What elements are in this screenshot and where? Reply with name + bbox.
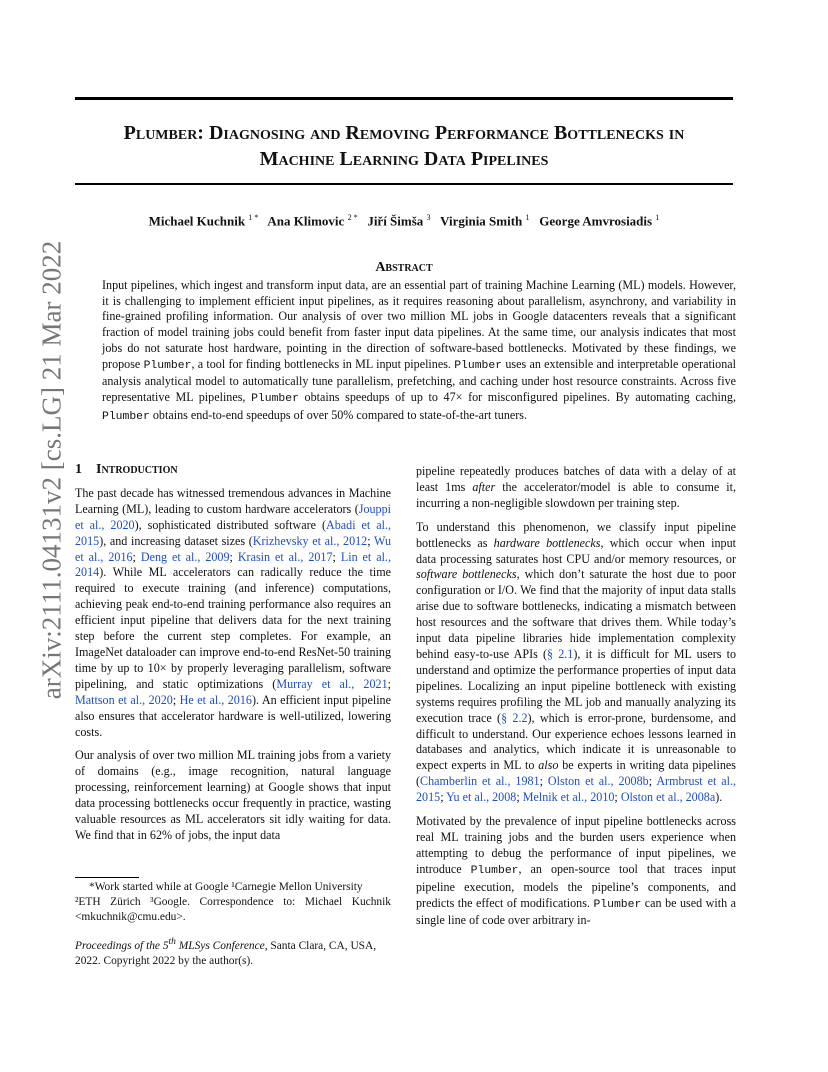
citation-link[interactable]: Krasin et al., 2017 [237, 549, 333, 564]
proceedings-venue: Proceedings of the 5 [75, 939, 169, 952]
author-name: Virginia Smith [440, 213, 523, 229]
emphasis: also [538, 758, 559, 773]
abstract-text: Input pipelines, which ingest and transform input data, are an essential part of training Machine Learning (ML) models. However, it is challenging to implement efficient input pipelines, as it requires reasoning about parallelism, asynchrony, and variability in fine-grained profiling information. Our analysis of over two million ML jobs in Google datacenters reveals that a significant fraction of model training jobs could benefit from faster input data pipelines. At the same time, our analysis indicates that most jobs do not saturate host hardware, pointing in the direction of software-based bottlenecks. Motivated by these findings, we propose [102, 278, 736, 371]
right-column [416, 464, 736, 937]
citation-link[interactable]: Olston et al., 2008b [547, 774, 649, 789]
proceedings-note [75, 935, 391, 969]
text: , which don’t saturate the host due to poor configuration or I/O. We find that the majority of input data stalls arise due to software bottlenecks, indicating a mismatch between host resources and the software that drives them. While today’s input data pipeline libraries hide implementation complexity behind easy-to-use APIs ( [416, 567, 736, 661]
author-affil: 1 [525, 213, 530, 222]
footnote [75, 880, 391, 925]
author-list [75, 213, 733, 229]
footnote-line: *Work started while at Google ¹Carnegie Mellon University [89, 881, 363, 893]
citation-link[interactable]: Lin et al., 2014 [75, 549, 391, 580]
title-line-1: Plumber: Diagnosing and Removing Performance Bottlenecks in [123, 122, 685, 144]
text: ; [367, 533, 375, 548]
code-plumber: Plumber [454, 359, 503, 372]
text: ), it is difficult for ML users to understand and optimize the performance properties of input data pipelines. Localizing an input pipeline bottleneck with existing systems requires profiling the ML job and manually analyzing its execution trace ( [416, 646, 737, 725]
title-rule-top [75, 97, 733, 100]
citation-link[interactable]: Yu et al., 2008 [446, 790, 517, 805]
author-affil: 1 [655, 213, 660, 222]
text: ; [614, 790, 621, 805]
text: The past decade has witnessed tremendous advances in Machine Learning (ML), leading to custom hardware accelerators ( [75, 485, 391, 516]
intro-paragraph-4 [416, 520, 736, 806]
text: To understand this phenomenon, we classify input pipeline bottlenecks as [416, 519, 736, 550]
citation-link[interactable]: Melnik et al., 2010 [522, 790, 615, 805]
section-ref-link[interactable]: § 2.2 [501, 710, 528, 725]
author-name: Jiří Šimša [367, 213, 424, 229]
abstract-text: , a tool for finding bottlenecks in ML input pipelines. [191, 356, 455, 371]
section-title: Introduction [96, 462, 178, 477]
arxiv-side-label: arXiv:2111.04131v2 [cs.LG] 21 Mar 2022 [36, 240, 67, 700]
section-number: 1 [75, 462, 82, 477]
abstract-text: obtains end-to-end speedups of over 50% compared to state-of-the-art tuners. [149, 407, 527, 422]
code-plumber: Plumber [593, 898, 642, 911]
text: ), and increasing dataset sizes ( [99, 533, 253, 548]
text: ; [387, 676, 391, 691]
text: ). While ML accelerators can radically reduce the time required to execute training (and inference) computations, achieving peak end-to-end training performance also requires an efficient input pipeline that delivers data for the next training step before the current step completes. For example, an ImageNet dataloader can improve end-to-end ResNet-50 training time by up to 10× by properly leveraging parallelism, software pipelining, and static optimizations ( [75, 565, 391, 691]
abstract-text: obtains speedups of up to 47× for misconfigured pipelines. By automating caching, [298, 389, 736, 404]
text: pipeline repeatedly produces batches of data with a delay of at least 1ms [416, 464, 736, 494]
text: ; [172, 692, 180, 707]
text: ), which is error-prone, burdensome, and difficult to understand. Our experience echoes lessons learned in databases and analytics, which indicate it is unreasonable to expect experts in ML to [416, 710, 736, 773]
citation-link[interactable]: Wu et al., 2016 [75, 533, 391, 564]
text: ; [516, 790, 523, 805]
code-plumber: Plumber [251, 392, 299, 405]
section-heading [75, 462, 391, 478]
citation-link[interactable]: Olston et al., 2008a [620, 790, 716, 805]
author-affil: 1 * [248, 213, 259, 222]
footnote-rule [75, 877, 139, 878]
citation-link[interactable]: Murray et al., 2021 [276, 676, 388, 691]
proceedings-text: , Santa Clara, CA, USA, 2022. Copyright 2022 by the author(s). [75, 939, 377, 967]
emphasis: hardware bottlenecks [493, 535, 601, 550]
text: ; [440, 790, 447, 805]
left-column [75, 462, 391, 852]
author-name: Michael Kuchnik [148, 213, 246, 229]
text: ), sophisticated distributed software ( [134, 517, 327, 532]
intro-paragraph-2: Our analysis of over two million ML training jobs from a variety of domains (e.g., image recognition, natural language processing, reinforcement learning) at Google shows that input data processing bottlenecks occur frequently in practice, wasting valuable resources as ML accelerators sit idly waiting for data. We find that in 62% of jobs, the input data [75, 748, 391, 842]
proceedings-sup: th [168, 937, 176, 947]
text: ; [229, 549, 238, 564]
text: be experts in writing data pipelines ( [416, 758, 736, 789]
citation-link[interactable]: Armbrust et al., 2015 [416, 774, 737, 805]
intro-paragraph-1 [75, 486, 391, 741]
emphasis: after [472, 479, 496, 494]
text: , which occur when input data processing saturates host CPU and/or memory resources, or [416, 535, 736, 566]
abstract-heading: Abstract [375, 260, 433, 275]
citation-link[interactable]: He et al., 2016 [179, 692, 252, 707]
title-line-2: Machine Learning Data Pipelines [259, 148, 549, 170]
text: Motivated by the prevalence of input pipeline bottlenecks across real ML training jobs and the burden users experience when attempting to debug the performance of input pipelines, we introduce [416, 814, 736, 876]
citation-link[interactable]: Jouppi et al., 2020 [75, 501, 391, 532]
author-name: Ana Klimovic [267, 213, 345, 229]
author-affil: 2 * [347, 213, 358, 222]
citation-link[interactable]: Deng et al., 2009 [140, 549, 230, 564]
abstract-text: uses an extensible and interpretable operational analysis analytical model to automatically tune parallelism, prefetching, and caching under host resource constraints. Across five representative ML pipelines, [102, 356, 737, 404]
text: the accelerator/model is able to consume it, incurring a non-negligible slowdown per training step. [416, 479, 736, 510]
text: can be used with a single line of code over arbitrary in- [416, 895, 736, 928]
intro-paragraph-5 [416, 814, 736, 929]
author-name: George Amvrosiadis [539, 213, 653, 229]
emphasis: software bottlenecks [416, 567, 517, 582]
citation-link[interactable]: Abadi et al., 2015 [75, 517, 391, 548]
text: ). [715, 790, 723, 805]
text: ; [648, 774, 657, 789]
footnote-line: ²ETH Zürich ³Google. Correspondence to: Michael Kuchnik <mkuchnik@cmu.edu>. [75, 896, 391, 923]
text: ; [539, 774, 548, 789]
citation-link[interactable]: Mattson et al., 2020 [75, 692, 173, 707]
citation-link[interactable]: Chamberlin et al., 1981 [420, 774, 540, 789]
text: ). An efficient input pipeline also ensures that accelerator hardware is well-utilized, lowering costs. [75, 692, 391, 739]
text: ; [332, 549, 341, 564]
title-rule-bottom [75, 183, 733, 185]
section-ref-link[interactable]: § 2.1 [547, 646, 574, 661]
intro-paragraph-3 [416, 464, 736, 512]
author-affil: 3 [426, 213, 431, 222]
citation-link[interactable]: Krizhevsky et al., 2012 [252, 533, 368, 548]
proceedings-venue: MLSys Conference [175, 939, 265, 952]
paper-title [75, 120, 733, 172]
abstract-body [102, 278, 736, 425]
code-plumber: Plumber [470, 864, 519, 877]
code-plumber: Plumber [143, 359, 192, 372]
code-plumber: Plumber [102, 410, 150, 423]
text: ; [132, 549, 141, 564]
text: , an open-source tool that traces input pipeline execution, models the pipeline’s components, and predicts the effect of modifications. [416, 861, 737, 910]
